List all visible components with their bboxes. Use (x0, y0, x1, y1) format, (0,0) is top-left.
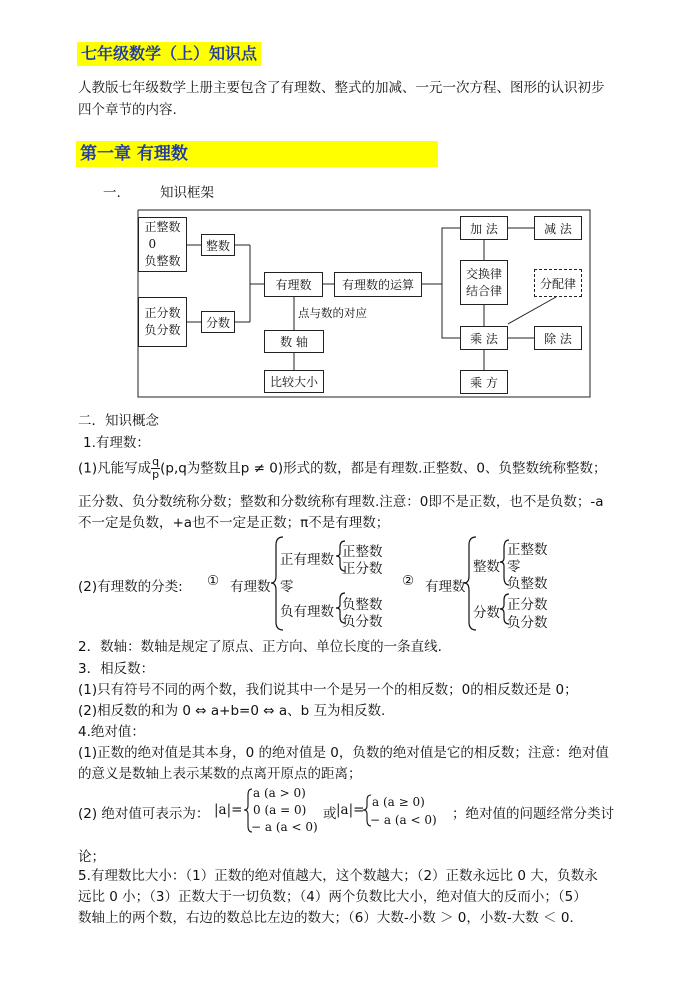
abs-or: 或 (323, 806, 337, 822)
box-rational-number: 有理数 (264, 272, 323, 297)
classification-rational-2: 有理数 (425, 579, 466, 595)
intro-line-2: 四个章节的内容. (78, 102, 177, 118)
classification-label: (2)有理数的分类: (78, 579, 183, 595)
box-power: 乘 方 (460, 370, 508, 394)
box-multiplication: 乘 法 (460, 326, 508, 350)
classification-marker-2: ② (402, 573, 415, 589)
page-title: 七年级数学（上）知识点 (77, 42, 261, 66)
section1-number: 一. (103, 185, 121, 201)
concept1-line2: 正分数、负分数统称分数；整数和分数统称有理数.注意：0即不是正数，也不是负数；-a (78, 494, 604, 510)
class2-positive-integer: 正整数 (507, 542, 548, 558)
concept3-line1: (1)只有符号不同的两个数，我们说其中一个是另一个的相反数；0的相反数还是 0； (78, 682, 578, 698)
classification-rational-1: 有理数 (230, 579, 271, 595)
label-negative-integer: 负整数 (144, 254, 181, 268)
concept1-line1-end: (p,q为整数且p ≠ 0)形式的数，都是有理数.正整数、0、负整数统称整数； (160, 460, 607, 477)
class1-negative-rational: 负有理数 (280, 604, 334, 620)
chapter-title: 第一章 有理数 (76, 141, 438, 167)
concept3-heading: 3．相反数： (78, 661, 155, 677)
abs-case-negative: − a (a < 0) (251, 820, 318, 834)
class2-integer: 整数 (473, 559, 500, 575)
box-fraction: 分数 (201, 311, 235, 333)
concept4-line2: 的意义是数轴上表示某数的点离开原点的距离； (78, 766, 362, 782)
box-rational-operations: 有理数的运算 (334, 272, 422, 297)
abs-formula-2-lhs: |a|= (336, 802, 365, 818)
label-point-number-correspondence: 点与数的对应 (298, 306, 367, 320)
abs-case-negative-2: − a (a < 0) (370, 813, 437, 827)
concept1-heading: 1.有理数： (83, 435, 150, 451)
box-distributive-law: 分配律 (534, 269, 582, 297)
fraction-denominator: p (152, 468, 160, 481)
class2-negative-integer: 负整数 (507, 576, 548, 592)
abs-formula-1-lhs: |a|= (214, 802, 243, 818)
concept5-line1: 5.有理数比大小：（1）正数的绝对值越大，这个数越大；（2）正数永远比 0 大，负数永 (78, 868, 598, 884)
class2-zero: 零 (507, 559, 521, 575)
classification-marker-1: ① (207, 573, 220, 589)
concept1-line3: 不一定是负数，+a也不一定是正数；π不是有理数； (78, 515, 390, 531)
intro-line-1: 人教版七年级数学上册主要包含了有理数、整式的加减、一元一次方程、图形的认识初步 (78, 80, 605, 96)
label-positive-fraction: 正分数 (144, 306, 181, 320)
class1-positive-rational: 正有理数 (280, 552, 334, 568)
abs-case-zero: 0 (a = 0) (253, 803, 307, 817)
concept4-line4: 论； (78, 849, 105, 865)
label-negative-fraction: 负分数 (144, 323, 181, 337)
fraction-numerator: q (152, 455, 160, 468)
label-positive-integer: 正整数 (144, 220, 181, 234)
concept3-line2: (2)相反数的和为 0 ⇔ a+b=0 ⇔ a、b 互为相反数. (78, 703, 386, 719)
concept2-text: 2．数轴：数轴是规定了原点、正方向、单位长度的一条直线. (78, 639, 442, 655)
class1-positive-integer: 正整数 (342, 544, 383, 560)
concept4-abs-intro: (2) 绝对值可表示为： (78, 806, 210, 822)
abs-case-nonnegative: a (a ≥ 0) (372, 795, 425, 809)
box-subtraction: 减 法 (534, 216, 582, 240)
box-integer: 整数 (201, 234, 235, 256)
section1-label: 知识框架 (160, 185, 214, 201)
box-addition: 加 法 (460, 216, 508, 240)
section2-title: 二．知识概念 (78, 413, 159, 429)
concept5-line3: 数轴上的两个数，右边的数总比左边的数大；（6）大数-小数 ＞ 0，小数-大数 ＜ 0. (78, 910, 574, 926)
class2-negative-fraction: 负分数 (507, 615, 548, 631)
class1-negative-integer: 负整数 (342, 597, 383, 613)
label-commutative-law: 交换律 (465, 266, 502, 281)
concept4-line1: (1)正数的绝对值是其本身，0 的绝对值是 0，负数的绝对值是它的相反数；注意：绝对值 (78, 745, 609, 761)
label-associative-law: 结合律 (465, 283, 502, 298)
class2-fraction: 分数 (473, 605, 500, 621)
label-zero: 0 (148, 237, 157, 251)
class1-zero: 零 (280, 579, 294, 595)
abs-case-positive: a (a > 0) (253, 786, 306, 800)
concept4-line3-end: ；绝对值的问题经常分类讨 (452, 806, 614, 822)
box-division: 除 法 (534, 326, 582, 350)
concept4-heading: 4.绝对值： (78, 724, 145, 740)
class2-positive-fraction: 正分数 (507, 597, 548, 613)
concept1-line1-start: (1)凡能写成 (78, 460, 152, 477)
box-number-line: 数 轴 (264, 330, 324, 353)
class1-positive-fraction: 正分数 (342, 561, 383, 577)
box-compare-size: 比较大小 (264, 370, 324, 393)
concept5-line2: 远比 0 小；（3）正数大于一切负数；（4）两个负数比大小，绝对值大的反而小；（5） (78, 889, 587, 905)
class1-negative-fraction: 负分数 (342, 614, 383, 630)
